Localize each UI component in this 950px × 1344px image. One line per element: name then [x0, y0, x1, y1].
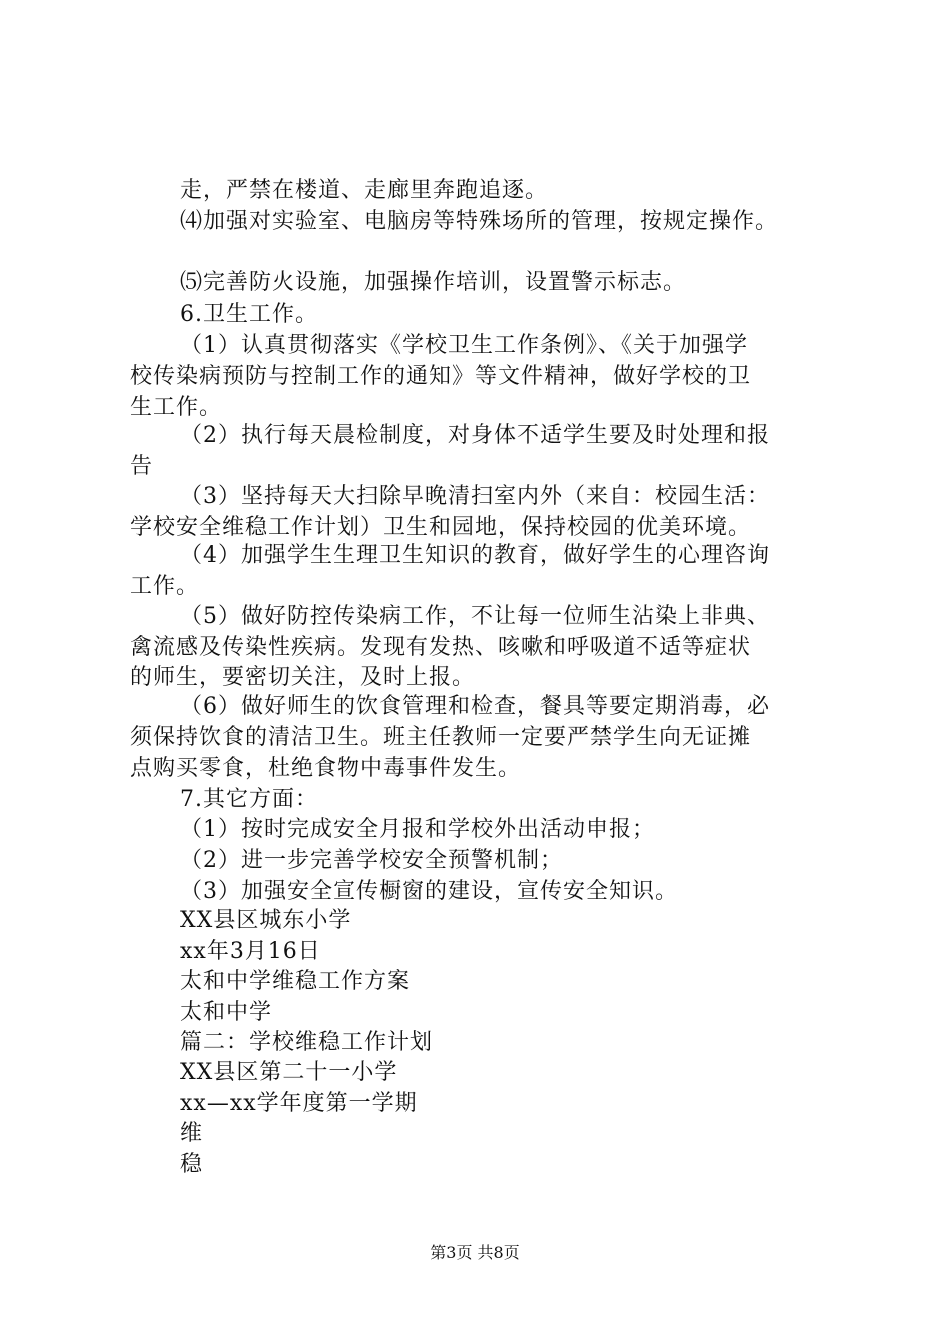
- text-line-15: 禽流感及传染性疾病。发现有发热、咳嗽和呼吸道不适等症状: [130, 635, 752, 660]
- text-line-5: （1）认真贯彻落实《学校卫生工作条例》、《关于加强学: [180, 333, 748, 358]
- text-line-23: （3）加强安全宣传橱窗的建设，宣传安全知识。: [180, 879, 678, 904]
- text-line-16: 的师生，要密切关注，及时上报。: [130, 665, 476, 690]
- text-line-32: 稳: [180, 1152, 204, 1177]
- text-line-27: 太和中学: [180, 1000, 273, 1025]
- text-line-13: 工作。: [130, 574, 200, 599]
- text-line-26: 太和中学维稳工作方案: [180, 969, 411, 994]
- text-line-2: ⑷加强对实验室、电脑房等特殊场所的管理，按规定操作。: [180, 209, 779, 234]
- text-line-17: （6）做好师生的饮食管理和检查，餐具等要定期消毒，必: [180, 694, 770, 719]
- text-line-24: XX县区城东小学: [180, 908, 352, 933]
- text-line-11: 学校安全维稳工作计划）卫生和园地，保持校园的优美环境。: [130, 515, 752, 540]
- text-line-10: （3）坚持每天大扫除早晚清扫室内外（来自：校园生活：: [180, 484, 770, 509]
- text-line-1: 走，严禁在楼道、走廊里奔跑追逐。: [180, 178, 549, 203]
- text-line-6: 校传染病预防与控制工作的通知》等文件精神，做好学校的卫: [130, 364, 752, 389]
- text-line-20: 7.其它方面：: [180, 787, 318, 812]
- text-line-18: 须保持饮食的清洁卫生。班主任教师一定要严禁学生向无证摊: [130, 725, 752, 750]
- text-line-22: （2）进一步完善学校安全预警机制；: [180, 848, 563, 873]
- text-line-14: （5）做好防控传染病工作，不让每一位师生沾染上非典、: [180, 604, 770, 629]
- text-line-29: XX县区第二十一小学: [180, 1060, 398, 1085]
- text-line-28: 篇二：学校维稳工作计划: [180, 1030, 434, 1055]
- text-line-19: 点购买零食，杜绝食物中毒事件发生。: [130, 756, 522, 781]
- text-line-25: xx年3月16日: [180, 939, 321, 964]
- text-line-31: 维: [180, 1121, 204, 1146]
- page-footer: 第3页 共8页: [430, 1243, 520, 1262]
- text-line-4: 6.卫生工作。: [180, 302, 318, 327]
- text-line-3: ⑸完善防火设施，加强操作培训，设置警示标志。: [180, 270, 687, 295]
- text-line-30: xx—xx学年度第一学期: [180, 1091, 418, 1116]
- text-line-7: 生工作。: [130, 395, 223, 420]
- text-line-21: （1）按时完成安全月报和学校外出活动申报；: [180, 817, 655, 842]
- text-line-8: （2）执行每天晨检制度，对身体不适学生要及时处理和报: [180, 423, 770, 448]
- text-line-9: 告: [130, 454, 154, 479]
- text-line-12: （4）加强学生生理卫生知识的教育，做好学生的心理咨询: [180, 543, 770, 568]
